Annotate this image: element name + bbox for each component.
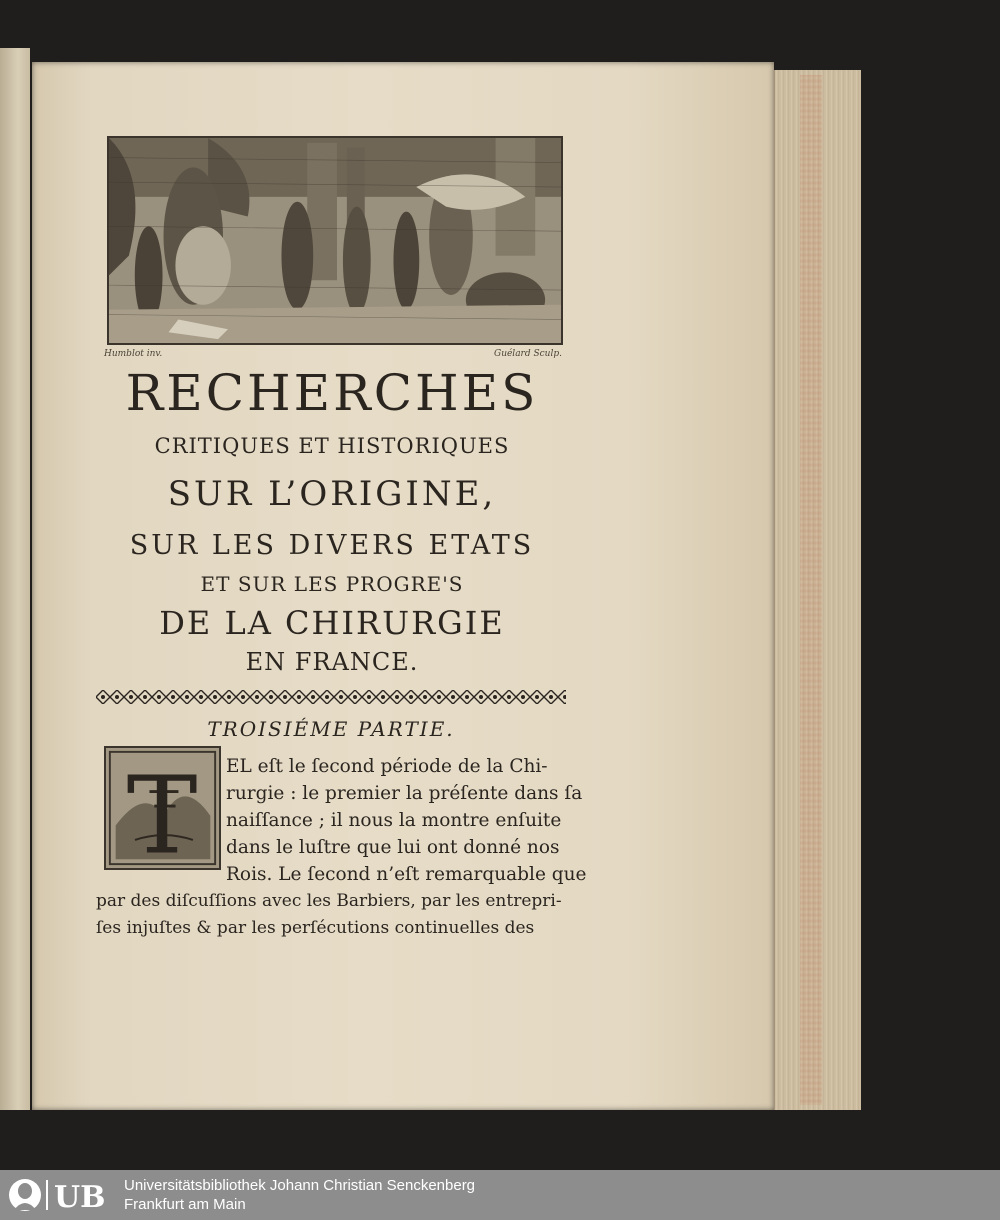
- library-location: Frankfurt am Main: [124, 1196, 246, 1213]
- ornamental-divider: [96, 690, 566, 704]
- title-line-7: EN FRANCE.: [245, 648, 419, 676]
- engraving-credit-inventor: Humblot inv.: [104, 349, 163, 359]
- facing-page-edge: [0, 48, 30, 1110]
- text-line-7: ſes injuſtes & par les perſécutions continuelles des: [96, 918, 535, 938]
- title-line-3: SUR L’ORIGINE,: [167, 474, 497, 514]
- drop-cap-letter: T: [126, 754, 198, 868]
- library-name: Universitätsbibliothek Johann Christian Senckenberg: [124, 1177, 476, 1194]
- text-line-6: par des diſcuſſions avec les Barbiers, par les entrepri-: [96, 891, 562, 911]
- library-footer-bar: [0, 1170, 1000, 1220]
- text-line-1: EL eſt le ſecond période de la Chi-: [226, 756, 548, 777]
- title-line-4: SUR LES DIVERS ETATS: [129, 530, 535, 561]
- text-line-5: Rois. Le ſecond n’eſt remarquable que: [226, 864, 587, 885]
- title-line-6: DE LA CHIRURGIE: [159, 604, 505, 642]
- text-line-3: naiſſance ; il nous la montre enſuite: [226, 810, 562, 831]
- part-heading: TROISIÉME PARTIE.: [207, 717, 455, 741]
- engraving-credit-engraver: Guélard Sculp.: [494, 349, 562, 359]
- engraved-vignette: [107, 136, 563, 345]
- text-line-4: dans le luſtre que lui ont donné nos: [226, 837, 560, 858]
- ub-logo: [6, 1176, 116, 1214]
- initial-ship-illustration: [106, 748, 219, 868]
- title-line-1: RECHERCHES: [125, 364, 539, 422]
- logo-text: UB: [54, 1180, 106, 1214]
- text-line-2: rurgie : le premier la préſente dans ſa: [226, 783, 583, 804]
- title-line-2: CRITIQUES ET HISTORIQUES: [154, 434, 510, 458]
- title-line-5: ET SUR LES PROGRE'S: [200, 572, 464, 596]
- red-edge-speckle: [800, 75, 822, 1105]
- decorated-initial: [104, 746, 221, 870]
- vignette-illustration: [109, 138, 561, 343]
